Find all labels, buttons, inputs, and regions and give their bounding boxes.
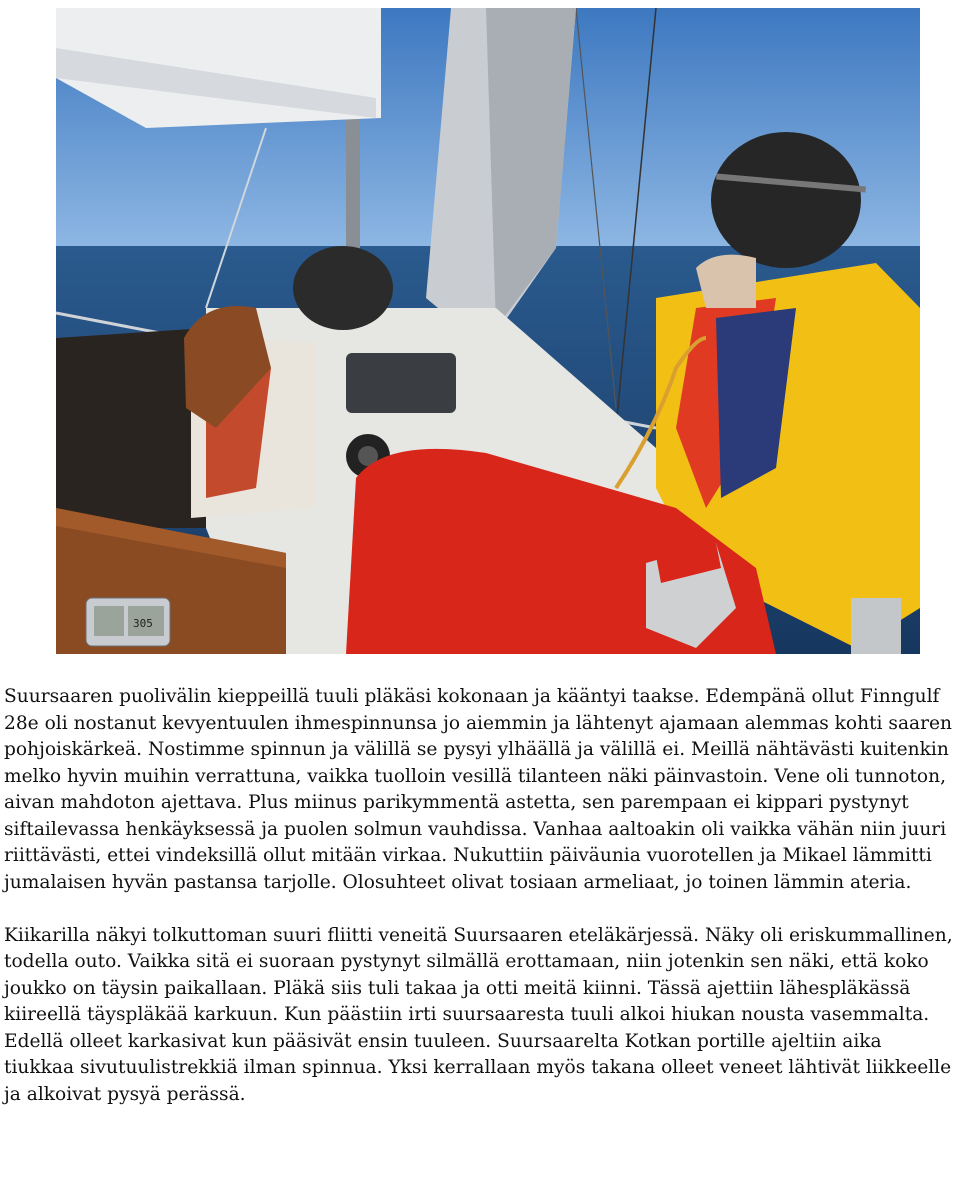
person-right-hat: [711, 132, 861, 268]
person-left-hat: [293, 246, 393, 330]
article-body: [4, 684, 954, 1108]
sailing-photo: [56, 8, 920, 654]
instrument-reading: 305: [133, 617, 153, 630]
article-paragraph: Kiikarilla näkyi tolkuttoman suuri fliitti veneitä Suursaaren eteläkärjessä. Näky oli eriskummallinen, todella outo. Vaikka sitä ei suoraan pystynyt silmällä erottamaan, niin jotenkin sen näki, että koko joukko on täysin paikallaan. Pläkä siis tuli takaa ja otti meitä kiinni. Tässä ajettiin lähespläkässä kiireellä täyspläkää karkuun. Kun päästiin irti suursaaresta tuuli alkoi hiukan nousta vasemmalta. Edellä olleet karkasivat kun pääsivät ensin tuuleen. Suursaarelta Kotkan portille ajeltiin aika tiukkaa sivutuulistrekkiä ilman spinnua. Yksi kerrallaan myös takana olleet veneet lähtivät liikkeelle ja alkoivat pysyä perässä.: [4, 924, 953, 1105]
article-paragraph: Suursaaren puolivälin kieppeillä tuuli pläkäsi kokonaan ja kääntyi taakse. Edempänä ollut Finngulf 28e oli nostanut kevyentuulen ihmespinnunsa jo aiemmin ja lähtenyt ajamaan alemmas kohti saaren pohjoiskärkeä. Nostimme spinnun ja välillä se pysyi ylhäällä ja välillä ei. Meillä nähtävästi kuitenkin melko hyvin muihin verrattuna, vaikka tuolloin vesillä tilanteen näki päinvastoin. Vene oli tunnoton, aivan mahdoton ajettava. Plus miinus parikymmentä astetta, sen parempaan ei kippari pystynyt siftailevassa henkäyksessä ja puolen solmun vauhdissa. Vanhaa aaltoakin oli vaikka vähän niin juuri riittävästi, ettei vindeksillä ollut mitään virkaa. Nukuttiin päiväunia vuorotellen ja Mikael lämmitti jumalaisen hyvän pastansa tarjolle. Olosuhteet olivat tosiaan armeliaat, jo toinen lämmin ateria.: [4, 686, 952, 893]
